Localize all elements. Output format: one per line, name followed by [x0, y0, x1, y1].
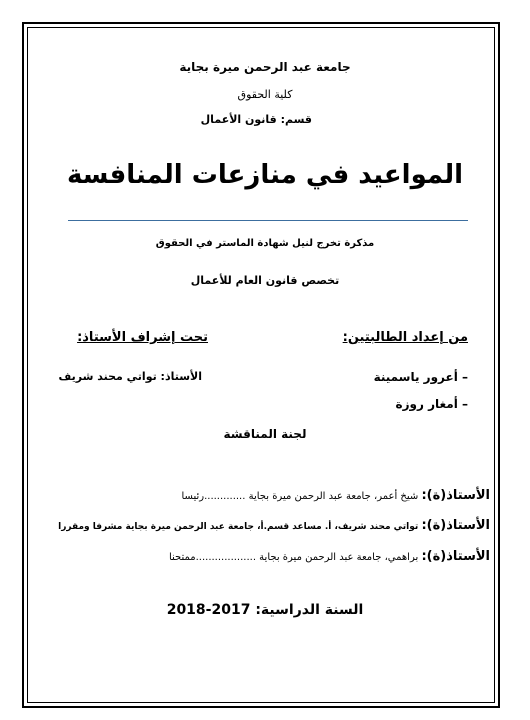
supervisor-name: الأستاذ: تواتي محند شريف [58, 370, 202, 383]
supervision-heading: تحت إشراف الأستاذ: [77, 330, 208, 345]
member-text: براهمي، جامعة عبد الرحمن ميرة بجاية ...................ممتحنا [168, 552, 419, 563]
academic-year: السنة الدراسية: 2017-2018 [166, 602, 364, 618]
thesis-purpose: مذكرة تخرج لنيل شهادة الماستر في الحقوق [155, 238, 375, 249]
faculty-name: كلية الحقوق [237, 88, 293, 101]
member-label: الأستاذ(ة): [421, 549, 490, 564]
member-label: الأستاذ(ة): [421, 488, 490, 503]
prepared-by-heading: من إعداد الطالبتين: [342, 330, 468, 345]
specialty: تخصص قانون العام للأعمال [190, 274, 340, 287]
committee-member-row [58, 518, 490, 533]
committee-member-row [169, 549, 490, 564]
thesis-title: المواعيد في منازعات المنافسة [66, 160, 464, 190]
member-label: الأستاذ(ة): [421, 518, 490, 533]
student-name: – أمغار روزة [395, 397, 468, 411]
committee-heading: لجنة المناقشة [223, 427, 307, 441]
department-name: قسم: قانون الأعمال [200, 113, 312, 126]
student-name: – أعرور ياسمينة [373, 370, 468, 384]
member-text: شيخ أعمر، جامعة عبد الرحمن ميرة بجاية .............رئيسا [181, 491, 419, 502]
university-name: جامعة عبد الرحمن ميرة بجاية [179, 60, 351, 74]
member-text: تواتي محند شريف، أ. مساعد قسم.أ، جامعة عبد الرحمن ميرة بجاية مشرفا ومقررا [58, 522, 419, 532]
title-divider [68, 220, 468, 221]
committee-member-row [181, 488, 490, 503]
